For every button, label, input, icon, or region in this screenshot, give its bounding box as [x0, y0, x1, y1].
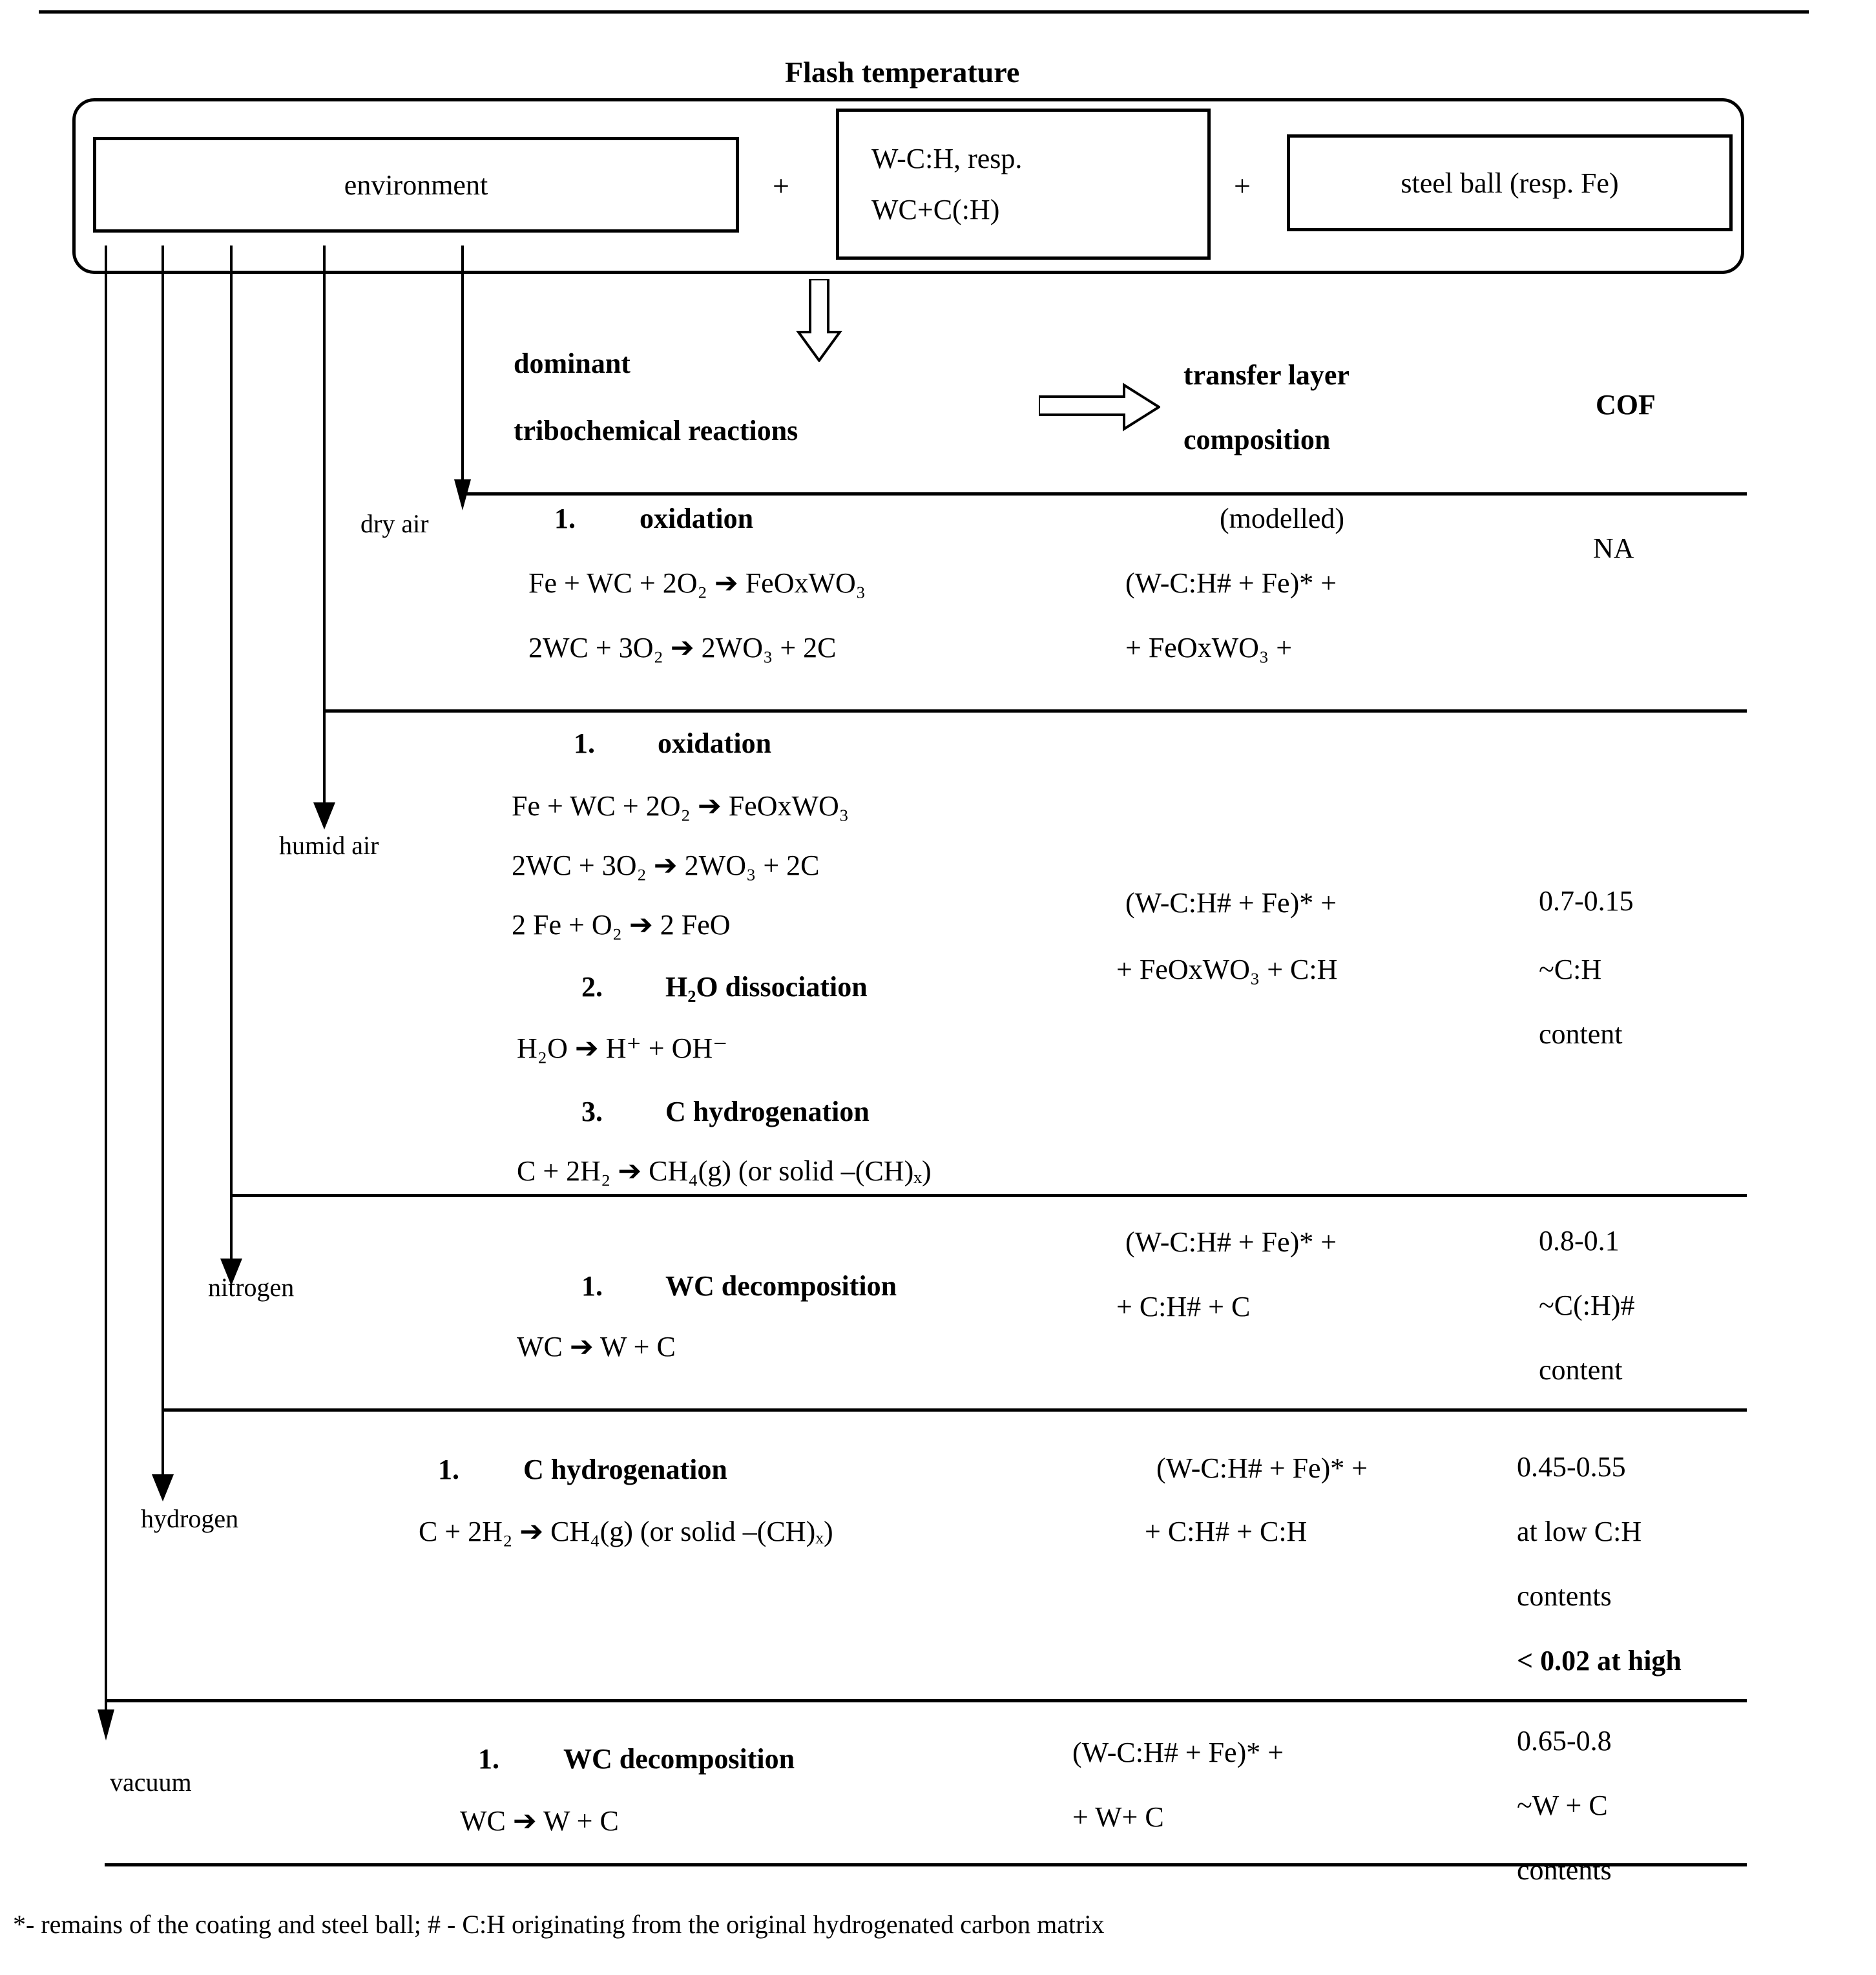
row2-cof-line-1: 0.8-0.1: [1539, 1225, 1620, 1257]
row3-transfer-line-2: + C:H# + C:H: [1145, 1516, 1308, 1547]
row4-cof-line-3: contents: [1517, 1854, 1612, 1886]
figure-footnote: *- remains of the coating and steel ball; # - C:H originating from the original hydrogenated carbon matrix: [13, 1910, 1105, 1939]
arrowhead-hydrogen: [152, 1474, 174, 1501]
header-reactions-line2: tribochemical reactions: [514, 415, 798, 446]
row0-transfer-line-1: (modelled): [1220, 503, 1345, 534]
row1-equation-5: C + 2H₂ ➔ CH₄(g) (or solid –(CH)ₓ): [517, 1155, 932, 1187]
environment-box-label: environment: [344, 169, 488, 201]
row2-transfer-line-1: (W-C:H# + Fe)* +: [1125, 1226, 1337, 1258]
row3-equation-1: C + 2H₂ ➔ CH₄(g) (or solid –(CH)ₓ): [419, 1516, 833, 1547]
rule-header-bottom: [461, 492, 1747, 496]
steel-ball-box: [1287, 134, 1733, 231]
row-label-humid-air: humid air: [279, 831, 379, 860]
row1-reaction-num-3: 3.: [581, 1096, 603, 1127]
row0-transfer-line-3: + FeOxWO₃ +: [1125, 632, 1293, 664]
row1-cof-line-2: ~C:H: [1539, 954, 1602, 985]
row1-reaction-name-2: H₂O dissociation: [665, 971, 868, 1003]
row3-transfer-line-1: (W-C:H# + Fe)* +: [1156, 1452, 1368, 1484]
row3-reaction-num-1: 1.: [438, 1454, 459, 1485]
coating-box: [836, 109, 1211, 260]
row0-cof-line-1: NA: [1593, 532, 1634, 564]
down-block-arrow-icon: [796, 279, 842, 362]
row-label-vacuum: vacuum: [110, 1768, 192, 1797]
header-cof: COF: [1596, 389, 1656, 421]
branch-line-humid-air: [323, 246, 326, 814]
header-transfer-line1: transfer layer: [1183, 359, 1350, 391]
row1-equation-4: H₂O ➔ H⁺ + OH⁻: [517, 1032, 728, 1064]
header-transfer-line2: composition: [1183, 424, 1331, 455]
row1-reaction-name-3: C hydrogenation: [665, 1096, 870, 1127]
row4-equation-1: WC ➔ W + C: [460, 1805, 619, 1837]
row3-cof-line-1: 0.45-0.55: [1517, 1451, 1626, 1483]
row-label-hydrogen: hydrogen: [141, 1504, 239, 1533]
row1-equation-3: 2 Fe + O₂ ➔ 2 FeO: [512, 909, 731, 941]
row-label-dry-air: dry air: [360, 509, 429, 538]
branch-line-hydrogen: [162, 246, 164, 1486]
row2-cof-line-3: content: [1539, 1354, 1623, 1386]
row4-transfer-line-1: (W-C:H# + Fe)* +: [1072, 1737, 1284, 1768]
row2-transfer-line-2: + C:H# + C: [1116, 1291, 1251, 1322]
rule-hydrogen-vacuum: [105, 1699, 1747, 1702]
row1-transfer-line-1: (W-C:H# + Fe)* +: [1125, 887, 1337, 919]
row4-cof-line-1: 0.65-0.8: [1517, 1725, 1612, 1757]
row3-cof-line-2: at low C:H: [1517, 1516, 1642, 1547]
branch-line-nitrogen: [230, 246, 233, 1270]
row0-equation-1: Fe + WC + 2O₂ ➔ FeOxWO₃: [528, 567, 866, 599]
row2-reaction-name-1: WC decomposition: [665, 1270, 897, 1302]
environment-box: [93, 137, 739, 233]
row0-equation-2: 2WC + 3O₂ ➔ 2WO₃ + 2C: [528, 632, 837, 664]
row1-reaction-name-1: oxidation: [658, 727, 772, 759]
row4-reaction-num-1: 1.: [478, 1743, 499, 1775]
rule-dry-humid: [323, 709, 1747, 713]
row1-cof-line-3: content: [1539, 1018, 1623, 1050]
coating-box-line1: W-C:H, resp.: [871, 143, 1023, 174]
row2-cof-line-2: ~C(:H)#: [1539, 1290, 1635, 1321]
right-block-arrow-icon: [1039, 382, 1160, 432]
row0-transfer-line-2: (W-C:H# + Fe)* +: [1125, 567, 1337, 599]
steel-ball-box-label: steel ball (resp. Fe): [1401, 167, 1619, 199]
row2-equation-1: WC ➔ W + C: [517, 1331, 676, 1363]
row1-cof-line-1: 0.7-0.15: [1539, 885, 1634, 917]
rule-table-bottom: [105, 1863, 1747, 1866]
plus-sign-1: +: [773, 169, 789, 202]
row3-cof-line-3: contents: [1517, 1580, 1612, 1612]
row1-reaction-num-1: 1.: [574, 727, 595, 759]
row3-cof-line-4: < 0.02 at high: [1517, 1645, 1682, 1677]
row1-reaction-num-2: 2.: [581, 971, 603, 1003]
top-border-rule: [39, 10, 1809, 14]
figure-title: Flash temperature: [785, 56, 1020, 89]
row1-equation-2: 2WC + 3O₂ ➔ 2WO₃ + 2C: [512, 850, 820, 881]
rule-humid-nitrogen: [230, 1194, 1747, 1197]
row4-transfer-line-2: + W+ C: [1072, 1801, 1164, 1833]
row4-cof-line-2: ~W + C: [1517, 1790, 1608, 1821]
row-label-nitrogen: nitrogen: [208, 1273, 295, 1302]
row1-equation-1: Fe + WC + 2O₂ ➔ FeOxWO₃: [512, 790, 849, 822]
branch-line-dry-air: [461, 246, 464, 491]
rule-nitrogen-hydrogen: [162, 1408, 1747, 1412]
row1-transfer-line-2: + FeOxWO₃ + C:H: [1116, 954, 1338, 985]
row4-reaction-name-1: WC decomposition: [563, 1743, 795, 1775]
branch-line-vacuum: [105, 246, 107, 1722]
row0-reaction-name-1: oxidation: [640, 503, 754, 534]
row2-reaction-num-1: 1.: [581, 1270, 603, 1302]
arrowhead-vacuum: [98, 1709, 114, 1740]
coating-box-line2: WC+C(:H): [871, 194, 1000, 225]
row3-reaction-name-1: C hydrogenation: [523, 1454, 727, 1485]
plus-sign-2: +: [1234, 169, 1251, 202]
row0-reaction-num-1: 1.: [554, 503, 576, 534]
arrowhead-humid-air: [313, 802, 335, 830]
header-reactions-line1: dominant: [514, 348, 631, 379]
